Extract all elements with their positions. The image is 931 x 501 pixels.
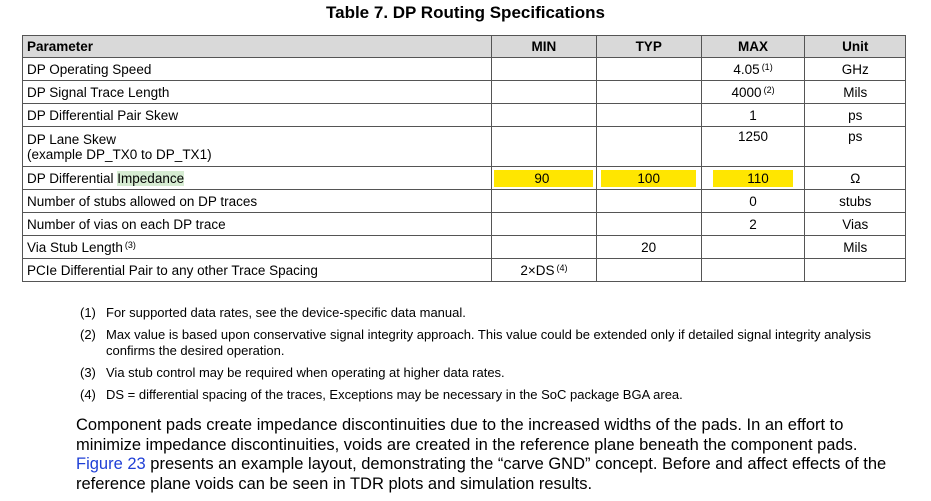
- max-cell: 1250: [701, 127, 805, 167]
- footnote-number: (1): [80, 305, 96, 320]
- footnote-text: DS = differential spacing of the traces, Exceptions may be necessary in the SoC package BGA area.: [106, 387, 683, 402]
- min-cell: [492, 236, 597, 259]
- table-row: [23, 213, 906, 236]
- yellow-highlight-typ: 100: [601, 170, 696, 187]
- typ-cell: [596, 167, 701, 190]
- min-value: 2×DS: [520, 262, 555, 278]
- yellow-highlight-min: 90: [494, 170, 593, 187]
- footnote-text: For supported data rates, see the device-specific data manual.: [106, 305, 466, 320]
- header-unit: Unit: [805, 36, 906, 58]
- footnote-ref[interactable]: (2): [763, 84, 775, 95]
- param-cell: Number of stubs allowed on DP traces: [23, 190, 492, 213]
- footnote-number: (3): [80, 365, 96, 380]
- max-cell: [701, 81, 805, 104]
- param-cell: DP Operating Speed: [23, 58, 492, 81]
- param-text: Via Stub Length: [27, 239, 123, 255]
- header-max: MAX: [701, 36, 805, 58]
- param-cell: [23, 236, 492, 259]
- table-title: Table 7. DP Routing Specifications: [326, 3, 605, 22]
- typ-cell: [596, 58, 701, 81]
- max-cell: [701, 58, 805, 81]
- typ-cell: 20: [596, 236, 701, 259]
- highlighted-word: Impedance: [117, 170, 185, 186]
- max-cell: [701, 236, 805, 259]
- footnote-number: (2): [80, 327, 96, 342]
- unit-cell: Vias: [805, 213, 906, 236]
- table-row: [23, 236, 906, 259]
- header-typ: TYP: [596, 36, 701, 58]
- param-cell: [23, 167, 492, 190]
- typ-cell: [596, 259, 701, 282]
- typ-cell: [596, 104, 701, 127]
- min-cell: [492, 259, 597, 282]
- table-row: [23, 167, 906, 190]
- min-cell: [492, 213, 597, 236]
- paragraph-text-after: presents an example layout, demonstrating the “carve GND” concept. Before and affect effects of the reference plane voids can be seen in TDR plots and simulation results.: [76, 455, 887, 493]
- param-cell: DP Differential Pair Skew: [23, 104, 492, 127]
- table-row: [23, 104, 906, 127]
- footnote-ref[interactable]: (4): [556, 262, 568, 273]
- param-cell: [23, 127, 492, 167]
- footnote-item: [80, 387, 900, 403]
- footnote-text: Max value is based upon conservative signal integrity approach. This value could be extended only if detailed signal integrity analysis confirms the desired operation.: [106, 327, 872, 358]
- unit-cell: stubs: [805, 190, 906, 213]
- param-cell: DP Signal Trace Length: [23, 81, 492, 104]
- table-row: [23, 127, 906, 167]
- unit-cell: Ω: [805, 167, 906, 190]
- typ-cell: [596, 127, 701, 167]
- min-cell: [492, 167, 597, 190]
- max-cell: [701, 167, 805, 190]
- table-row: [23, 58, 906, 81]
- unit-cell: GHz: [805, 58, 906, 81]
- table-row: [23, 259, 906, 282]
- table-row: [23, 81, 906, 104]
- max-cell: 0: [701, 190, 805, 213]
- unit-cell: Mils: [805, 236, 906, 259]
- typ-cell: [596, 213, 701, 236]
- unit-cell: Mils: [805, 81, 906, 104]
- footnote-number: (4): [80, 387, 96, 402]
- unit-cell: ps: [805, 104, 906, 127]
- header-parameter: Parameter: [23, 36, 492, 58]
- param-line-2: (example DP_TX0 to DP_TX1): [27, 146, 212, 162]
- footnote-ref[interactable]: (1): [761, 61, 773, 72]
- table-footnotes: [80, 305, 900, 409]
- dp-routing-spec-table: [22, 35, 906, 282]
- param-cell: Number of vias on each DP trace: [23, 213, 492, 236]
- min-cell: [492, 58, 597, 81]
- footnote-item: [80, 327, 900, 359]
- param-cell: PCIe Differential Pair to any other Trace Spacing: [23, 259, 492, 282]
- table-row: [23, 190, 906, 213]
- param-text: DP Differential: [27, 170, 118, 186]
- footnote-text: Via stub control may be required when operating at higher data rates.: [106, 365, 505, 380]
- max-cell: [701, 259, 805, 282]
- min-cell: [492, 127, 597, 167]
- table-header-row: [23, 36, 906, 58]
- paragraph-text-before: Component pads create impedance discontinuities due to the increased widths of the pads. In an effort to minimize impedance discontinuities, voids are created in the reference plane beneath the component pads.: [76, 416, 858, 454]
- header-min: MIN: [492, 36, 597, 58]
- max-cell: 1: [701, 104, 805, 127]
- unit-cell: ps: [805, 127, 906, 167]
- min-cell: [492, 81, 597, 104]
- body-paragraph: [76, 416, 906, 494]
- footnote-item: [80, 305, 900, 321]
- typ-cell: [596, 81, 701, 104]
- max-cell: 2: [701, 213, 805, 236]
- max-value: 4.05: [733, 61, 760, 77]
- footnote-ref[interactable]: (3): [124, 239, 136, 250]
- min-cell: [492, 190, 597, 213]
- max-value: 4000: [731, 84, 762, 100]
- param-line-1: DP Lane Skew: [27, 131, 117, 147]
- yellow-highlight-max: 110: [713, 170, 793, 187]
- min-cell: [492, 104, 597, 127]
- unit-cell: [805, 259, 906, 282]
- typ-cell: [596, 190, 701, 213]
- figure-23-link[interactable]: Figure 23: [76, 455, 146, 473]
- footnote-item: [80, 365, 900, 381]
